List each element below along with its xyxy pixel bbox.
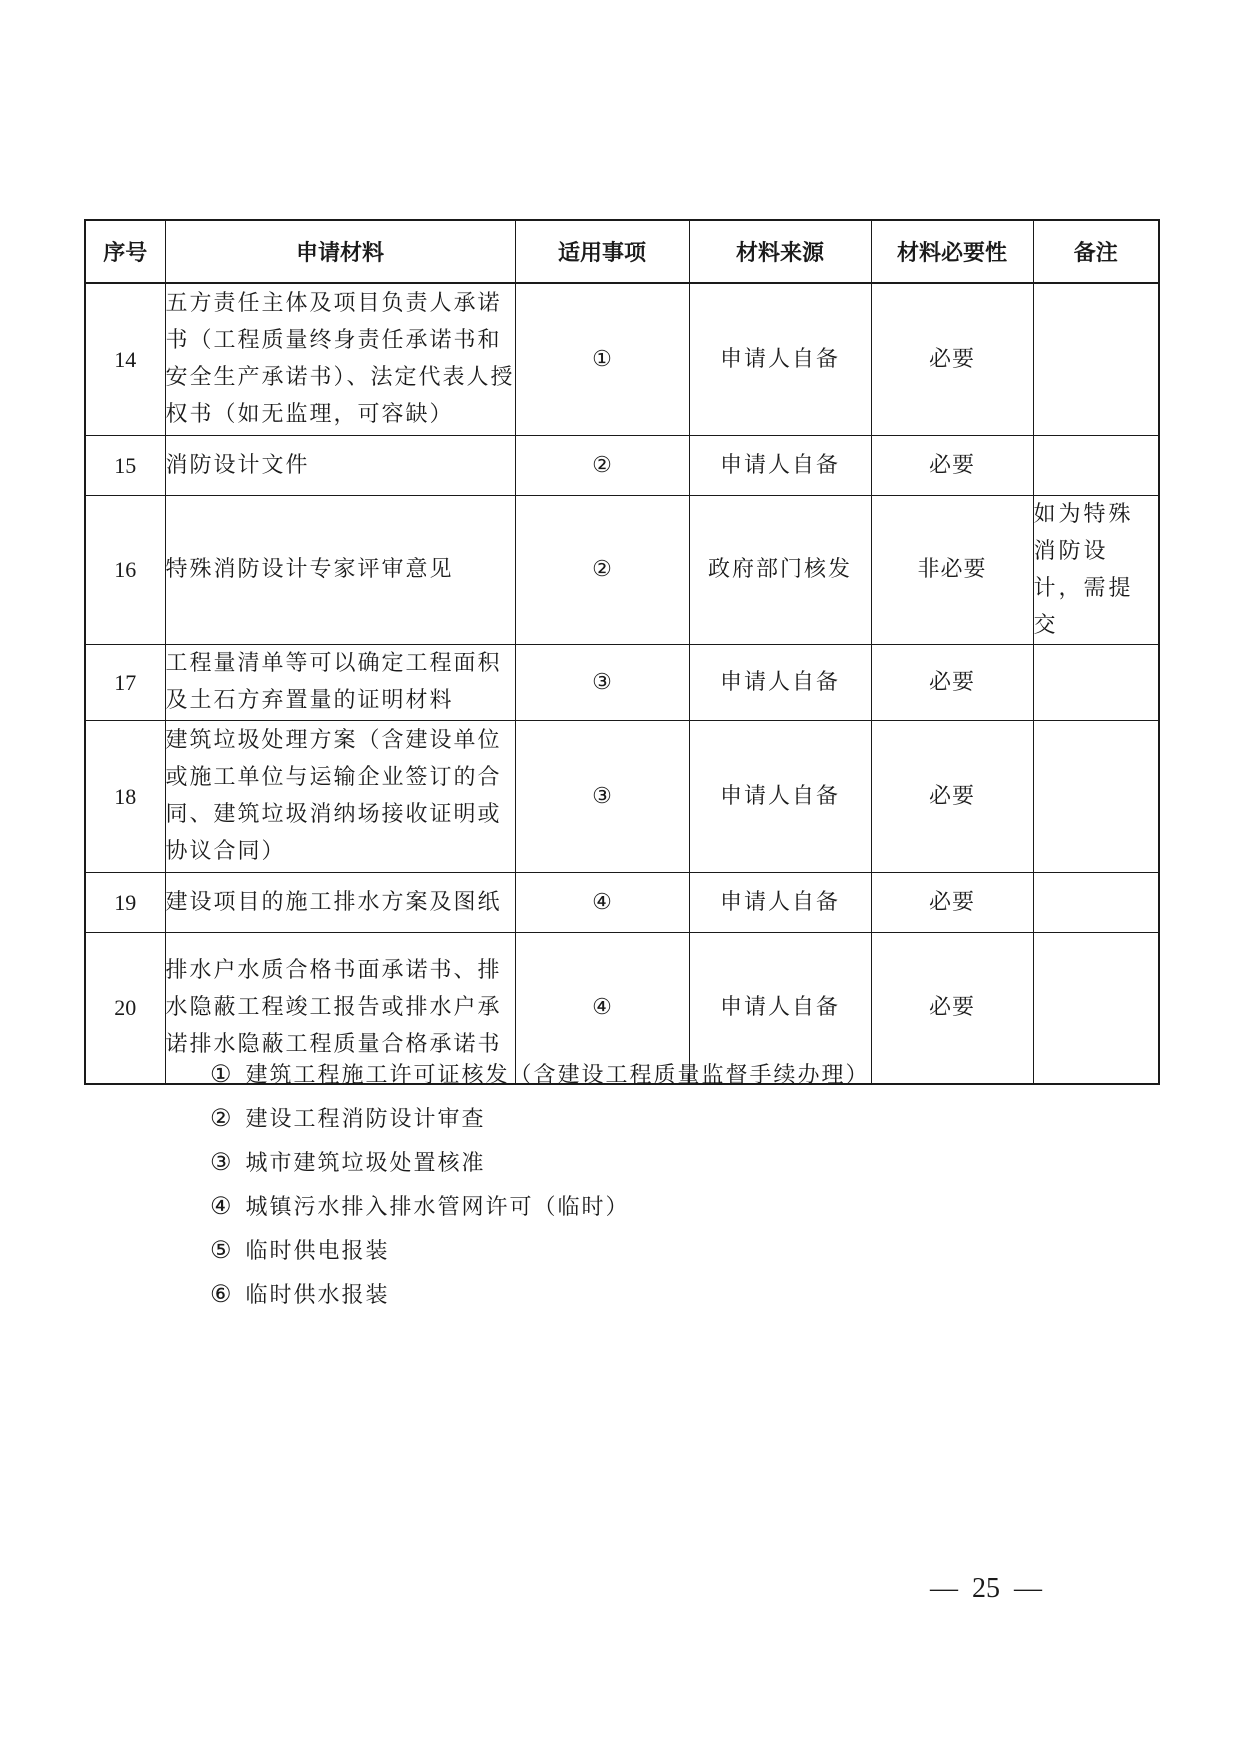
- row-note: [1033, 932, 1159, 1084]
- row-note: 如为特殊消防设计，需提交: [1033, 495, 1159, 644]
- row-num: 14: [85, 283, 165, 435]
- legend-item: [210, 1228, 870, 1272]
- row-source: 政府部门核发: [689, 495, 871, 644]
- row-item: ①: [515, 283, 689, 435]
- row-material: 排水户水质合格书面承诺书、排水隐蔽工程竣工报告或排水户承诺排水隐蔽工程质量合格承诺书: [165, 932, 515, 1084]
- table-row: [85, 283, 1159, 435]
- legend-item: [210, 1184, 870, 1228]
- legend-text: 建筑工程施工许可证核发（含建设工程质量监督手续办理）: [245, 1063, 870, 1088]
- legend-text: 城镇污水排入排水管网许可（临时）: [245, 1195, 630, 1220]
- table-row: [85, 495, 1159, 644]
- legend-text: 临时供水报装: [245, 1283, 390, 1308]
- row-item: ②: [515, 495, 689, 644]
- row-necessity: 必要: [871, 435, 1033, 495]
- header-material: 申请材料: [165, 220, 515, 283]
- header-source: 材料来源: [689, 220, 871, 283]
- row-material: 特殊消防设计专家评审意见: [165, 495, 515, 644]
- row-material: 建设项目的施工排水方案及图纸: [165, 872, 515, 932]
- row-source: 申请人自备: [689, 932, 871, 1084]
- table-row: [85, 720, 1159, 872]
- page-number: [930, 1573, 1042, 1605]
- row-source: 申请人自备: [689, 720, 871, 872]
- row-necessity: 非必要: [871, 495, 1033, 644]
- row-material: 消防设计文件: [165, 435, 515, 495]
- legend-item: [210, 1272, 870, 1316]
- header-item: 适用事项: [515, 220, 689, 283]
- header-note: 备注: [1033, 220, 1159, 283]
- row-num: 18: [85, 720, 165, 872]
- legend-item: [210, 1052, 870, 1096]
- row-num: 15: [85, 435, 165, 495]
- row-note: [1033, 872, 1159, 932]
- legend-text: 城市建筑垃圾处置核准: [245, 1151, 486, 1176]
- row-necessity: 必要: [871, 872, 1033, 932]
- row-item: ④: [515, 872, 689, 932]
- legend-mark: ②: [210, 1104, 234, 1132]
- row-necessity: 必要: [871, 720, 1033, 872]
- legend-text: 建设工程消防设计审查: [245, 1107, 486, 1132]
- legend-item: [210, 1096, 870, 1140]
- applicable-items-legend: [210, 1052, 870, 1316]
- row-item: ③: [515, 644, 689, 720]
- materials-table: [84, 219, 1160, 1085]
- legend-mark: ⑥: [210, 1280, 234, 1308]
- legend-text: 临时供电报装: [245, 1239, 390, 1264]
- table-header-row: [85, 220, 1159, 283]
- header-necessity: 材料必要性: [871, 220, 1033, 283]
- row-note: [1033, 644, 1159, 720]
- legend-mark: ③: [210, 1148, 234, 1176]
- page-number-value: 25: [972, 1573, 1000, 1604]
- row-num: 16: [85, 495, 165, 644]
- row-material: 五方责任主体及项目负责人承诺书（工程质量终身责任承诺书和安全生产承诺书）、法定代表人授权书（如无监理，可容缺）: [165, 283, 515, 435]
- row-note: [1033, 283, 1159, 435]
- legend-mark: ⑤: [210, 1236, 234, 1264]
- row-num: 20: [85, 932, 165, 1084]
- table-row: [85, 872, 1159, 932]
- row-note: [1033, 435, 1159, 495]
- row-num: 19: [85, 872, 165, 932]
- legend-mark: ①: [210, 1060, 234, 1088]
- legend-mark: ④: [210, 1192, 234, 1220]
- row-source: 申请人自备: [689, 435, 871, 495]
- row-material: 工程量清单等可以确定工程面积及土石方弃置量的证明材料: [165, 644, 515, 720]
- row-num: 17: [85, 644, 165, 720]
- row-item: ②: [515, 435, 689, 495]
- row-necessity: 必要: [871, 644, 1033, 720]
- row-material: 建筑垃圾处理方案（含建设单位或施工单位与运输企业签订的合同、建筑垃圾消纳场接收证明或协议合同）: [165, 720, 515, 872]
- row-necessity: 必要: [871, 932, 1033, 1084]
- row-source: 申请人自备: [689, 283, 871, 435]
- row-source: 申请人自备: [689, 872, 871, 932]
- page-number-dash-left: —: [930, 1573, 958, 1604]
- table-row: [85, 435, 1159, 495]
- page-number-dash-right: —: [1014, 1573, 1042, 1604]
- row-item: ③: [515, 720, 689, 872]
- row-item: ④: [515, 932, 689, 1084]
- row-necessity: 必要: [871, 283, 1033, 435]
- legend-item: [210, 1140, 870, 1184]
- table-row: [85, 644, 1159, 720]
- row-note: [1033, 720, 1159, 872]
- row-source: 申请人自备: [689, 644, 871, 720]
- header-num: 序号: [85, 220, 165, 283]
